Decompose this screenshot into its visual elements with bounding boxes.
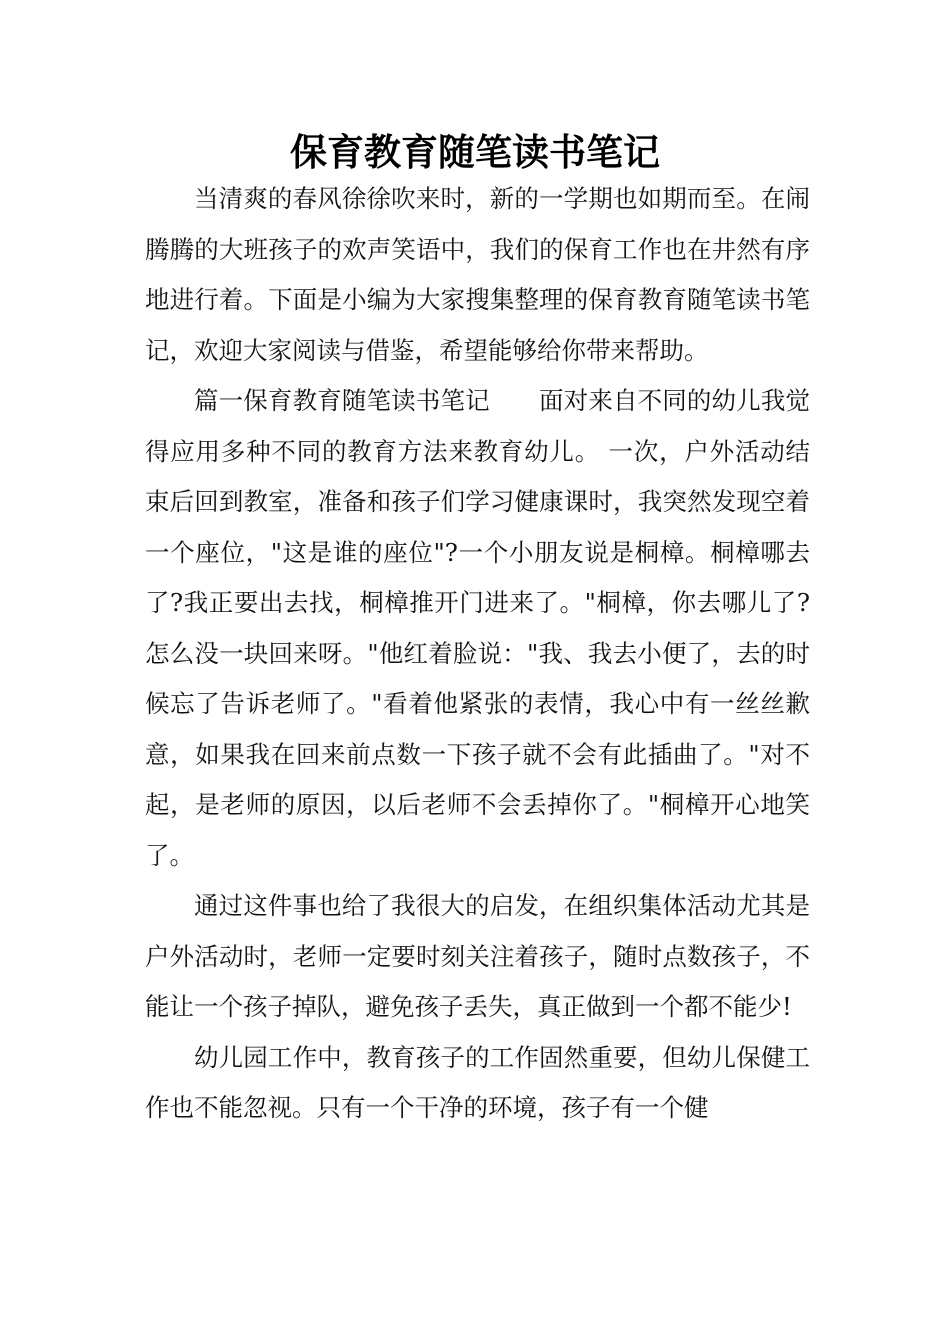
- document-body: [145, 174, 810, 1134]
- paragraph-story: 篇一保育教育随笔读书笔记 面对来自不同的幼儿我觉得应用多种不同的教育方法来教育幼儿。 一次，户外活动结束后回到教室，准备和孩子们学习健康课时，我突然发现空着一个座位，"这是谁的座位"?一个小朋友说是桐樟。桐樟哪去了?我正要出去找，桐樟推开门进来了。"桐樟，你去哪儿了?怎么没一块回来呀。"他红着脸说："我、我去小便了，去的时候忘了告诉老师了。"看着他紧张的表情，我心中有一丝丝歉意，如果我在回来前点数一下孩子就不会有此插曲了。"对不起，是老师的原因，以后老师不会丢掉你了。"桐樟开心地笑了。: [145, 386, 810, 870]
- paragraph-health: 幼儿园工作中，教育孩子的工作固然重要，但幼儿保健工作也不能忽视。只有一个干净的环境，孩子有一个健: [145, 1042, 810, 1122]
- paragraph-reflection: 通过这件事也给了我很大的启发，在组织集体活动尤其是户外活动时，老师一定要时刻关注着孩子，随时点数孩子，不能让一个孩子掉队，避免孩子丢失，真正做到一个都不能少!: [145, 891, 810, 1021]
- paragraph-intro: 当清爽的春风徐徐吹来时，新的一学期也如期而至。在闹腾腾的大班孩子的欢声笑语中，我们的保育工作也在井然有序地进行着。下面是小编为大家搜集整理的保育教育随笔读书笔记，欢迎大家阅读与借鉴，希望能够给你带来帮助。: [145, 184, 810, 365]
- document-title: 保育教育随笔读书笔记: [290, 130, 660, 174]
